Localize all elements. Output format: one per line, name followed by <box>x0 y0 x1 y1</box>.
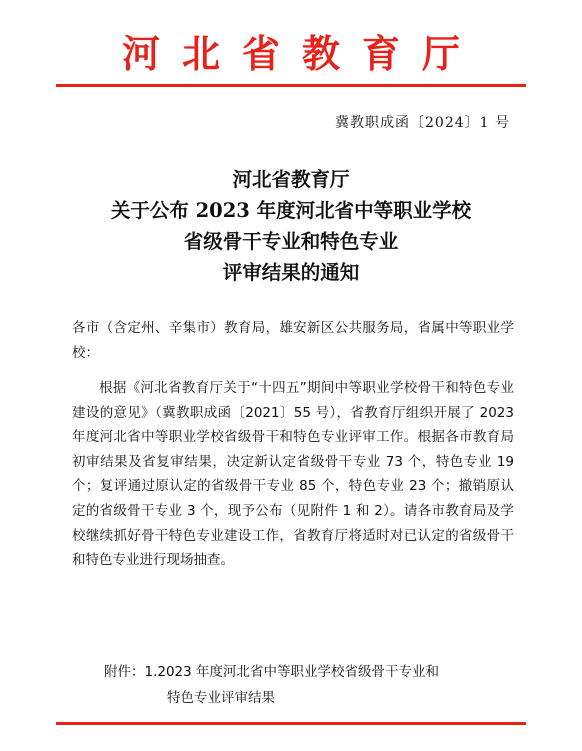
title-line-doc-type: 评审结果的通知 <box>222 261 360 284</box>
notice-title <box>0 164 582 288</box>
issuer-masthead: 河北省教育厅 <box>121 31 482 76</box>
attachment-list <box>104 659 524 711</box>
masthead-red-rule <box>56 84 526 87</box>
footer-red-rule <box>56 722 526 725</box>
salutation: 各市（含定州、辛集市）教育局，雄安新区公共服务局，省属中等职业学校： <box>72 320 514 361</box>
attachment-line-2: 特色专业评审结果 <box>167 690 275 706</box>
title-line-subject-cont: 省级骨干专业和特色专业 <box>183 230 399 253</box>
body-paragraph: 根据《河北省教育厅关于“十四五”期间中等职业学校骨干和特色专业建设的意见》（冀教职成函〔2021〕55 号），省教育厅组织开展了 2023 年度河北省中等职业学校省级骨干和特色专业评审工作。根据各市教育局初审结果及省复审结果，决定新认定省级骨干专业 73 个，特色专业 19 个；复评通过原认定的省级骨干专业 85 个，特色专业 23 个；撤销原认定的省级骨干专业 3 个，现予公布（见附件 1 和 2）。请各市教育局及学校继续抓好骨干特色专业建设工作，省教育厅将适时对已认定的省级骨干和特色专业进行现场抽查。 <box>72 380 514 569</box>
attachment-item-1: 1.2023 年度河北省中等职业学校省级骨干专业和 <box>144 664 440 680</box>
title-line-issuer: 河北省教育厅 <box>232 168 350 191</box>
attachment-line-1 <box>104 659 524 685</box>
title-line-subject: 关于公布 2023 年度河北省中等职业学校 <box>110 199 472 222</box>
attachment-label: 附件： <box>104 664 145 680</box>
document-number: 冀教职成函〔2024〕1 号 <box>335 115 510 131</box>
